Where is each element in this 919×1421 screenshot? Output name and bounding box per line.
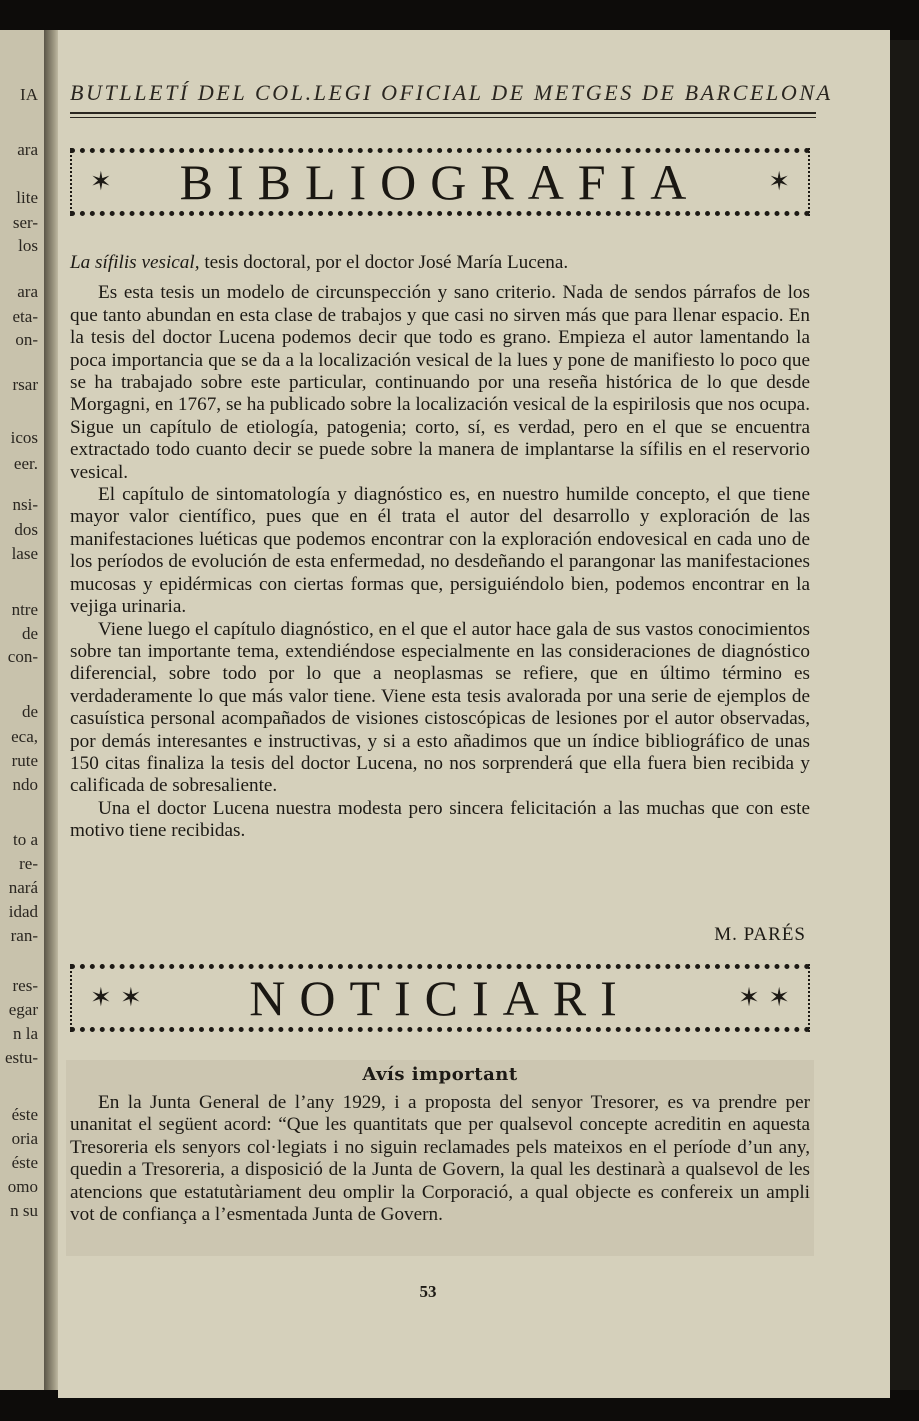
left-page-fragment: eca,: [11, 727, 38, 746]
paragraph: Una el doctor Lucena nuestra modesta pero sincera felicitación a las muchas que con este motivo tiene recibidas.: [70, 797, 810, 842]
header-rule-thin: [70, 117, 816, 118]
signature: M. PARÉS: [714, 924, 806, 945]
notice-title: Avís important: [362, 1064, 518, 1085]
left-page-fragment: eer.: [13, 454, 38, 473]
left-page-fragment: eta-: [12, 307, 38, 326]
paragraph: Es esta tesis un modelo de circunspección y sano criterio. Nada de sendos párrafos de los que tanto abundan en esta clase de trabajos y que casi no sirven más que para llenar espacio. En la tesis del doctor Lucena podemos decir que todo es grano. Empieza el autor lamentando la poca importancia que se da a la localización vesical de la lues y pone de manifiesto lo poco que se ha trabajado sobre este particular, continuando por una reseña histórica de lo que desde Morgagni, en 1767, se ha publicado sobre la localización vesical de la espirilosis que nos ocupa. Sigue un capítulo de etiología, patogenia; corto, sí, es verdad, pero en el que se encuentra extractado todo cuanto decir se puede sobre la manera de implantarse la sífilis en el reservorio vesical.: [70, 282, 810, 483]
left-page-fragment: to a: [12, 830, 38, 849]
notice-paragraph: En la Junta General de l’any 1929, i a proposta del senyor Tresorer, es va prendre per unanitat el següent acord: “Que les quantitats que per qualsevol concepte acreditin en aquesta Tresoreria els senyors col·legiats i no siguin reclamades pels mateixos en el període d’un any, quedin a Tresoreria, a disposició de la Junta de Govern, la qual les destinarà a qualsevol de les atencions que estatutàriament deu omplir la Corporació, a qual objecte es confereix un ampli vot de confiança a l’esmentada Junta de Govern.: [70, 1092, 810, 1226]
left-page-fragment: res-: [12, 976, 38, 995]
left-page-fragment: lase: [11, 544, 38, 563]
star-icon: ✶: [90, 167, 112, 197]
left-page-fragment: ran-: [10, 926, 38, 945]
left-page-fragment: éste: [11, 1153, 38, 1172]
left-page-fragment: rute: [11, 751, 38, 770]
left-page-fragment: egar: [8, 1000, 38, 1019]
left-page-fragment: rsar: [12, 375, 38, 394]
noticiari-banner: [70, 964, 810, 1032]
left-page-fragment: los: [18, 236, 38, 255]
right-edge: [888, 40, 919, 1390]
section-heading: BIBLIOGRAFIA: [179, 154, 701, 210]
left-page-fragment: idad: [8, 902, 38, 921]
left-page-fragment: ara: [17, 282, 38, 301]
book-reference: tesis doctoral, por el doctor José María Lucena.: [199, 252, 569, 273]
left-page-fragment: éste: [11, 1105, 38, 1124]
paragraph: Viene luego el capítulo diagnóstico, en el que el autor hace gala de sus vastos conocimientos sobre tan importante tema, extendiéndose especialmente en las consideraciones de diagnóstico diferencial, sobre todo por lo que a neoplasmas se refiere, que en último término es verdaderamente lo que más valor tiene. Viene esta tesis avalorada por una serie de ejemplos de casuística personal acompañados de visiones cistoscópicas de lesiones por el autor observadas, por demás interesantes e instructivas, y si a esto añadimos que un índice bibliográfico de unas 150 citas finaliza la tesis del doctor Lucena, no nos sorprenderá que ella fuera bien recibida y calificada de sobresaliente.: [70, 618, 810, 797]
left-page-fragment: omo: [7, 1177, 38, 1196]
stars-icon: ✶ ✶: [90, 983, 142, 1013]
left-page-strip: [0, 30, 44, 1390]
stars-icon: ✶ ✶: [738, 983, 790, 1013]
header-rule: [70, 112, 816, 114]
left-page-fragment: ndo: [12, 775, 38, 794]
left-page-fragment: de: [21, 702, 38, 721]
left-page-fragment: ara: [17, 140, 38, 159]
bibliografia-banner: [70, 148, 810, 216]
left-page-fragment: con-: [7, 647, 38, 666]
left-page-fragment: ser-: [12, 213, 38, 232]
left-page-fragment: estu-: [4, 1048, 38, 1067]
left-page-fragment: nsi-: [12, 495, 38, 514]
left-page-fragment: icos: [10, 428, 38, 447]
notice-body: [70, 1092, 810, 1226]
left-page-fragment: n la: [12, 1024, 38, 1043]
left-page-fragment: ntre: [11, 600, 38, 619]
left-page-fragment: on-: [15, 330, 38, 349]
left-page-fragment: IA: [20, 85, 38, 104]
section-heading: NOTICIARI: [249, 970, 631, 1026]
book-title: La sífilis vesical,: [70, 252, 200, 273]
running-header: BUTLLETÍ DEL COL.LEGI OFICIAL DE METGES DE BARCELONA: [70, 80, 833, 105]
review-reference: [70, 252, 810, 274]
paragraph: El capítulo de sintomatología y diagnóstico es, en nuestro humilde concepto, el que tiene mayor valor científico, pues que en él trata el autor del desarrollo y exploración de las manifestaciones luéticas que podemos encontrar con la exploración endovesical en cada uno de los períodos de evolución de esta enfermedad, no desdeñando el parangonar las manifestaciones mucosas y epidérmicas con ciertas formas que, persiguiéndolo bien, podemos encontrar en la vejiga urinaria.: [70, 484, 810, 618]
left-page-fragment: n su: [10, 1201, 38, 1220]
review-body: [70, 252, 810, 843]
left-page-fragment: de: [21, 624, 38, 643]
left-page-fragment: nará: [8, 878, 38, 897]
left-page-fragment: dos: [14, 520, 38, 539]
left-page-fragment: re-: [19, 854, 38, 873]
left-page-fragment: lite: [16, 188, 38, 207]
star-icon: ✶: [768, 167, 790, 197]
page-number: 53: [419, 1282, 437, 1301]
left-page-fragment: oria: [11, 1129, 38, 1148]
journal-page: [58, 30, 890, 1398]
